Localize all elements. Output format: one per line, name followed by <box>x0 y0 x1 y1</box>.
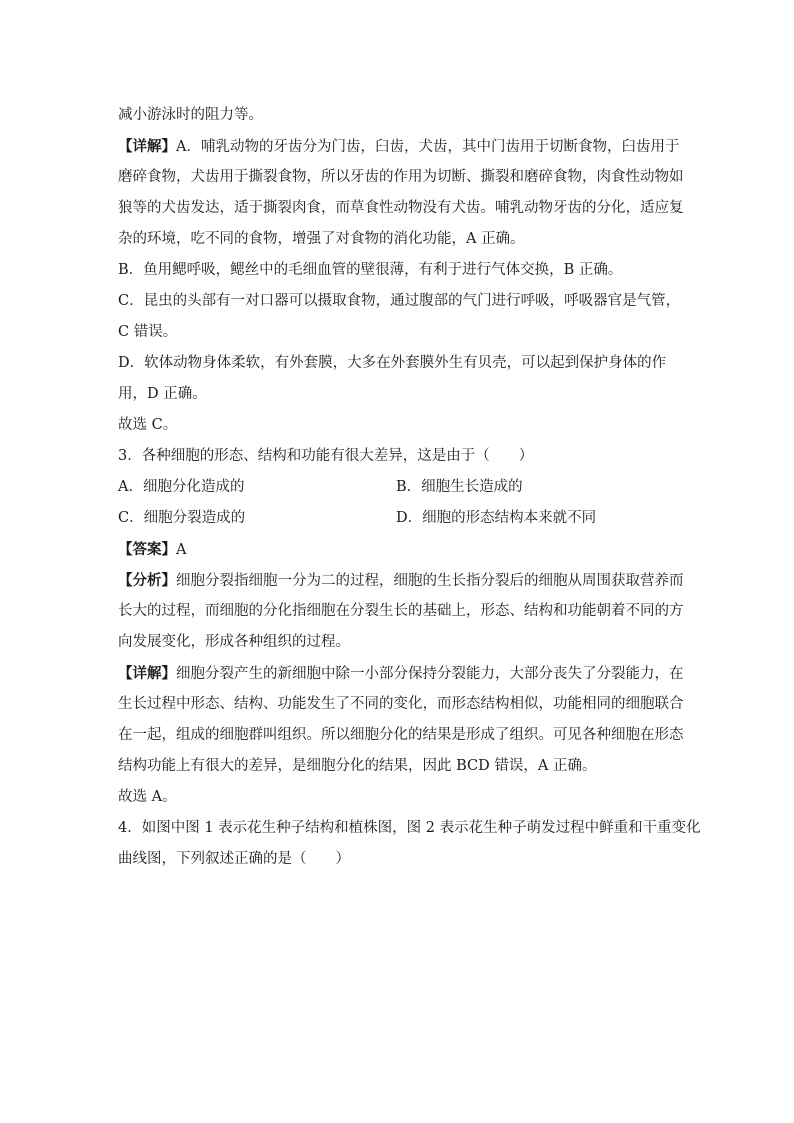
answer-line <box>118 534 678 565</box>
option-d-explanation: D．软体动物身体柔软，有外套膜，大多在外套膜外生有贝壳，可以起到保护身体的作 <box>118 355 667 371</box>
option-b: B．细胞生长造成的 <box>396 479 523 495</box>
option-d: D．细胞的形态结构本来就不同 <box>396 510 597 526</box>
option-a: A．细胞分化造成的 <box>118 479 245 495</box>
detail-tag: 【详解】 <box>118 665 176 682</box>
detail-paragraph-line <box>118 658 684 689</box>
analysis-text: 细胞分裂指细胞一分为二的过程，细胞的生长指分裂后的细胞从周围获取营养而 <box>176 573 684 589</box>
question-4-stem: 曲线图，下列叙述正确的是（ ） <box>118 851 350 867</box>
document-page <box>118 100 701 875</box>
analysis-tag: 【分析】 <box>118 572 176 589</box>
prev-question-tail-line: 减小游泳时的阻力等。 <box>118 107 263 123</box>
detail-text: A．哺乳动物的牙齿分为门齿，臼齿，犬齿，其中门齿用于切断食物，臼齿用于 <box>176 139 680 155</box>
question-3-stem: 3．各种细胞的形态、结构和功能有很大差异，这是由于（ ） <box>118 448 534 464</box>
detail-paragraph-line: 结构功能上有很大的差异，是细胞分化的结果，因此 BCD 错误，A 正确。 <box>118 758 597 774</box>
detail-paragraph-line <box>118 131 678 162</box>
detail-paragraph-line: 杂的环境，吃不同的食物，增强了对食物的消化功能，A 正确。 <box>118 231 525 247</box>
option-c-explanation: C 错误。 <box>118 324 178 340</box>
detail-paragraph-line: 狼等的犬齿发达，适于撕裂肉食，而草食性动物没有犬齿。哺乳动物牙齿的分化，适应复 <box>118 200 684 216</box>
choose-statement: 故选 A。 <box>118 789 177 805</box>
analysis-paragraph-line <box>118 565 684 596</box>
detail-paragraph-line: 磨碎食物，犬齿用于撕裂食物，所以牙齿的作用为切断、撕裂和磨碎食物，肉食性动物如 <box>118 169 684 185</box>
analysis-paragraph-line: 长大的过程，而细胞的分化指细胞在分裂生长的基础上，形态、结构和功能朝着不同的方 <box>118 603 684 619</box>
detail-paragraph-line: 在一起，组成的细胞群叫组织。所以细胞分化的结果是形成了组织。可见各种细胞在形态 <box>118 727 684 743</box>
option-c: C．细胞分裂造成的 <box>118 510 246 526</box>
answer-value: A <box>176 542 187 558</box>
analysis-paragraph-line: 向发展变化，形成各种组织的过程。 <box>118 634 350 650</box>
option-b-explanation: B．鱼用鳃呼吸，鳃丝中的毛细血管的壁很薄，有利于进行气体交换，B 正确。 <box>118 262 623 278</box>
choose-statement: 故选 C。 <box>118 417 178 433</box>
question-3-options-row <box>118 503 678 534</box>
detail-paragraph-line: 生长过程中形态、结构、功能发生了不同的变化，而形态结构相似，功能相同的细胞联合 <box>118 696 684 712</box>
option-c-explanation: C．昆虫的头部有一对口器可以摄取食物，通过腹部的气门进行呼吸，呼吸器官是气管， <box>118 293 681 309</box>
option-d-explanation: 用，D 正确。 <box>118 386 207 402</box>
question-3-options-row <box>118 472 678 503</box>
answer-tag: 【答案】 <box>118 541 176 558</box>
detail-tag: 【详解】 <box>118 138 176 155</box>
question-4-stem: 4．如图中图 1 表示花生种子结构和植株图，图 2 表示花生种子萌发过程中鲜重和干重变化 <box>118 820 701 836</box>
detail-text: 细胞分裂产生的新细胞中除一小部分保持分裂能力，大部分丧失了分裂能力，在 <box>176 666 684 682</box>
